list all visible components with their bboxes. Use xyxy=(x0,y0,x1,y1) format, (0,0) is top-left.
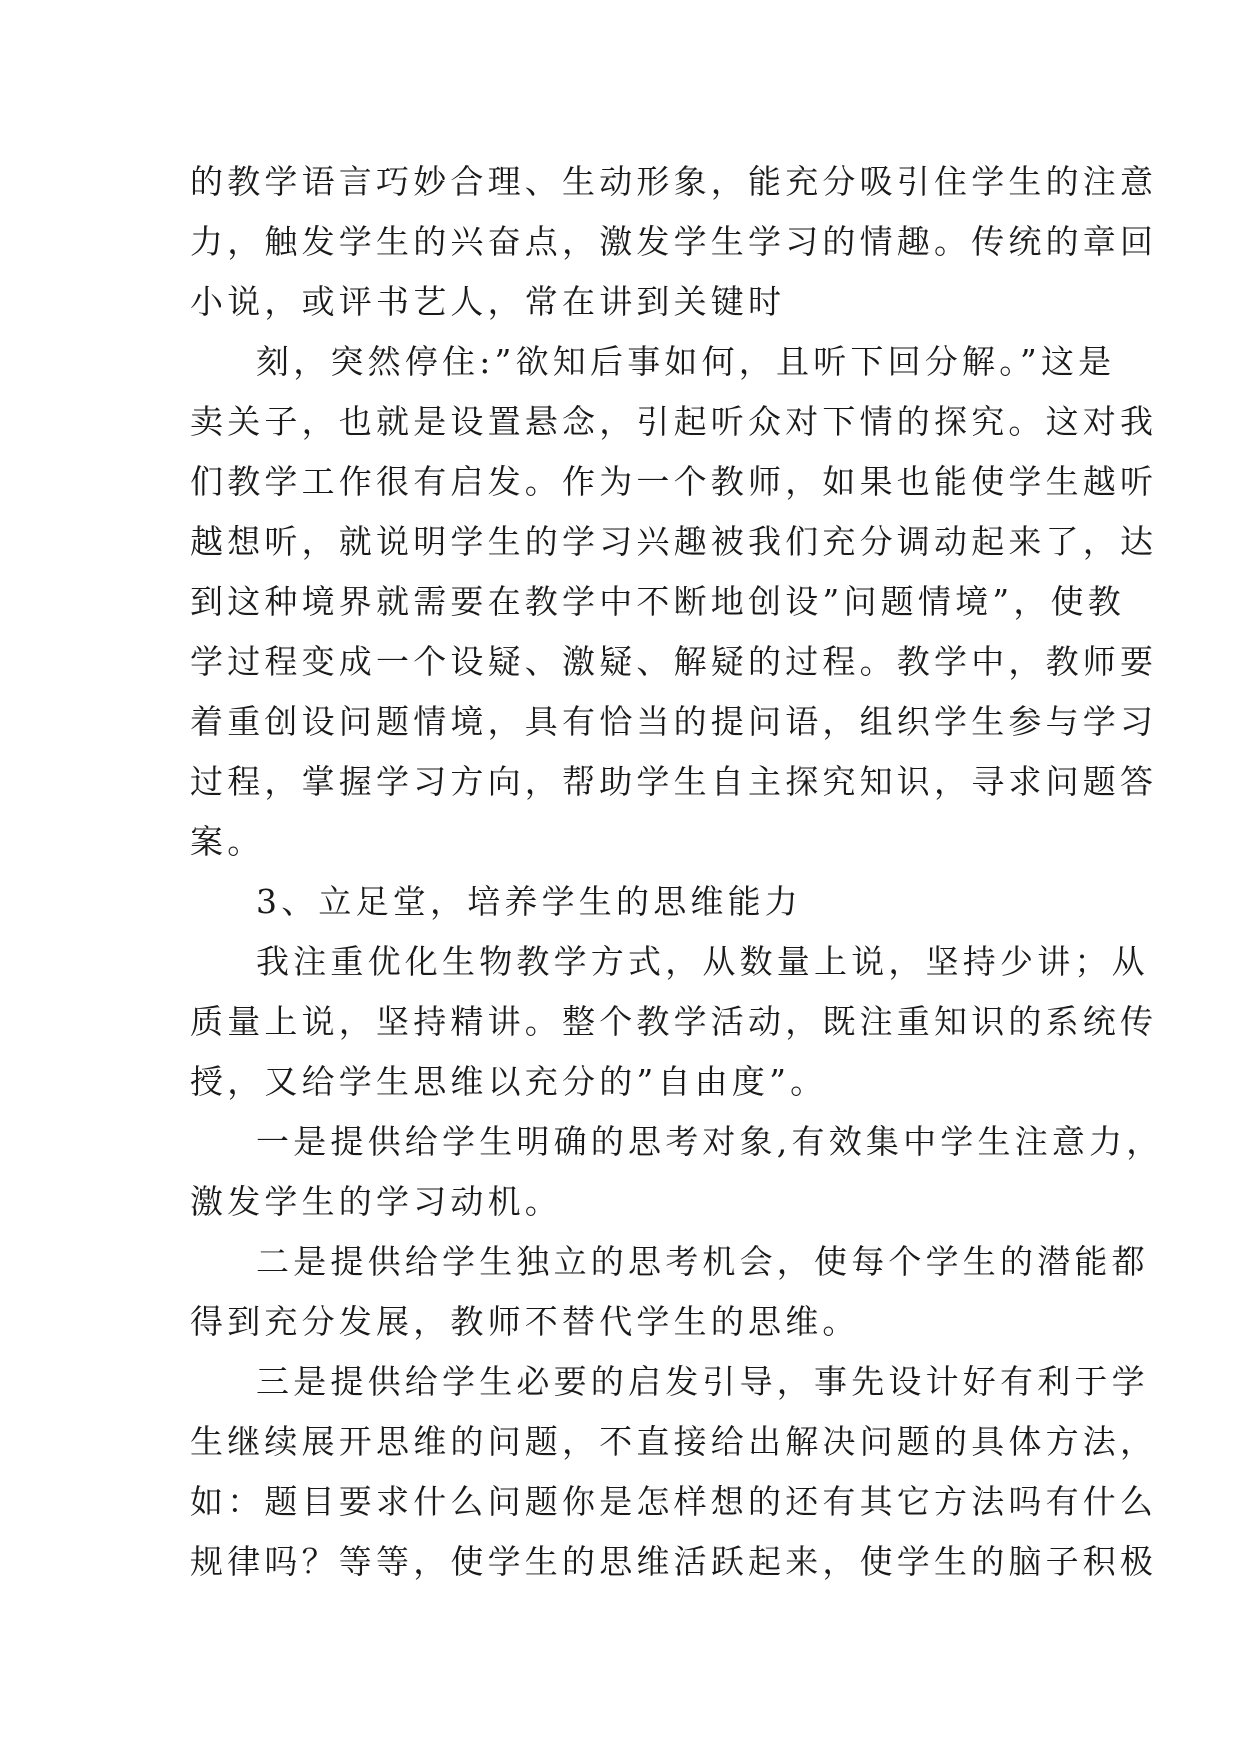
text-line: 卖关子，也就是设置悬念，引起听众对下情的探究。这对我 xyxy=(190,402,1158,441)
text-line: 到这种境界就需要在教学中不断地创设”问题情境”，使教 xyxy=(190,582,1125,621)
text-line: 学过程变成一个设疑、激疑、解疑的过程。教学中，教师要 xyxy=(190,642,1158,681)
text-line: 刻，突然停住:”欲知后事如何，且听下回分解。”这是 xyxy=(256,342,1116,381)
text-line: 二是提供给学生独立的思考机会，使每个学生的潜能都 xyxy=(256,1242,1149,1281)
text-line: 三是提供给学生必要的启发引导，事先设计好有利于学 xyxy=(256,1362,1149,1401)
text-line: 授，又给学生思维以充分的”自由度”。 xyxy=(190,1062,828,1101)
text-line: 一是提供给学生明确的思考对象,有效集中学生注意力， xyxy=(256,1122,1164,1161)
text-line: 们教学工作很有启发。作为一个教师，如果也能使学生越听 xyxy=(190,462,1158,501)
text-line: 得到充分发展，教师不替代学生的思维。 xyxy=(190,1302,860,1341)
text-line: 如：题目要求什么问题你是怎样想的还有其它方法吗有什么 xyxy=(190,1482,1158,1521)
section-heading: 3、立足堂，培养学生的思维能力 xyxy=(256,882,802,921)
text-line: 的教学语言巧妙合理、生动形象，能充分吸引住学生的注意 xyxy=(190,162,1158,201)
text-line: 激发学生的学习动机。 xyxy=(190,1182,562,1221)
text-line: 案。 xyxy=(190,822,265,861)
text-line: 越想听，就说明学生的学习兴趣被我们充分调动起来了，达 xyxy=(190,522,1158,561)
text-line: 着重创设问题情境，具有恰当的提问语，组织学生参与学习 xyxy=(190,702,1158,741)
text-line: 生继续展开思维的问题，不直接给出解决问题的具体方法， xyxy=(190,1422,1158,1461)
text-line: 过程，掌握学习方向，帮助学生自主探究知识，寻求问题答 xyxy=(190,762,1158,801)
text-line: 质量上说，坚持精讲。整个教学活动，既注重知识的系统传 xyxy=(190,1002,1158,1041)
text-line: 规律吗？等等，使学生的思维活跃起来，使学生的脑子积极 xyxy=(190,1542,1158,1581)
text-line: 力，触发学生的兴奋点，激发学生学习的情趣。传统的章回 xyxy=(190,222,1158,261)
text-line: 小说，或评书艺人，常在讲到关键时 xyxy=(190,282,786,321)
text-line: 我注重优化生物教学方式，从数量上说，坚持少讲；从 xyxy=(256,942,1149,981)
